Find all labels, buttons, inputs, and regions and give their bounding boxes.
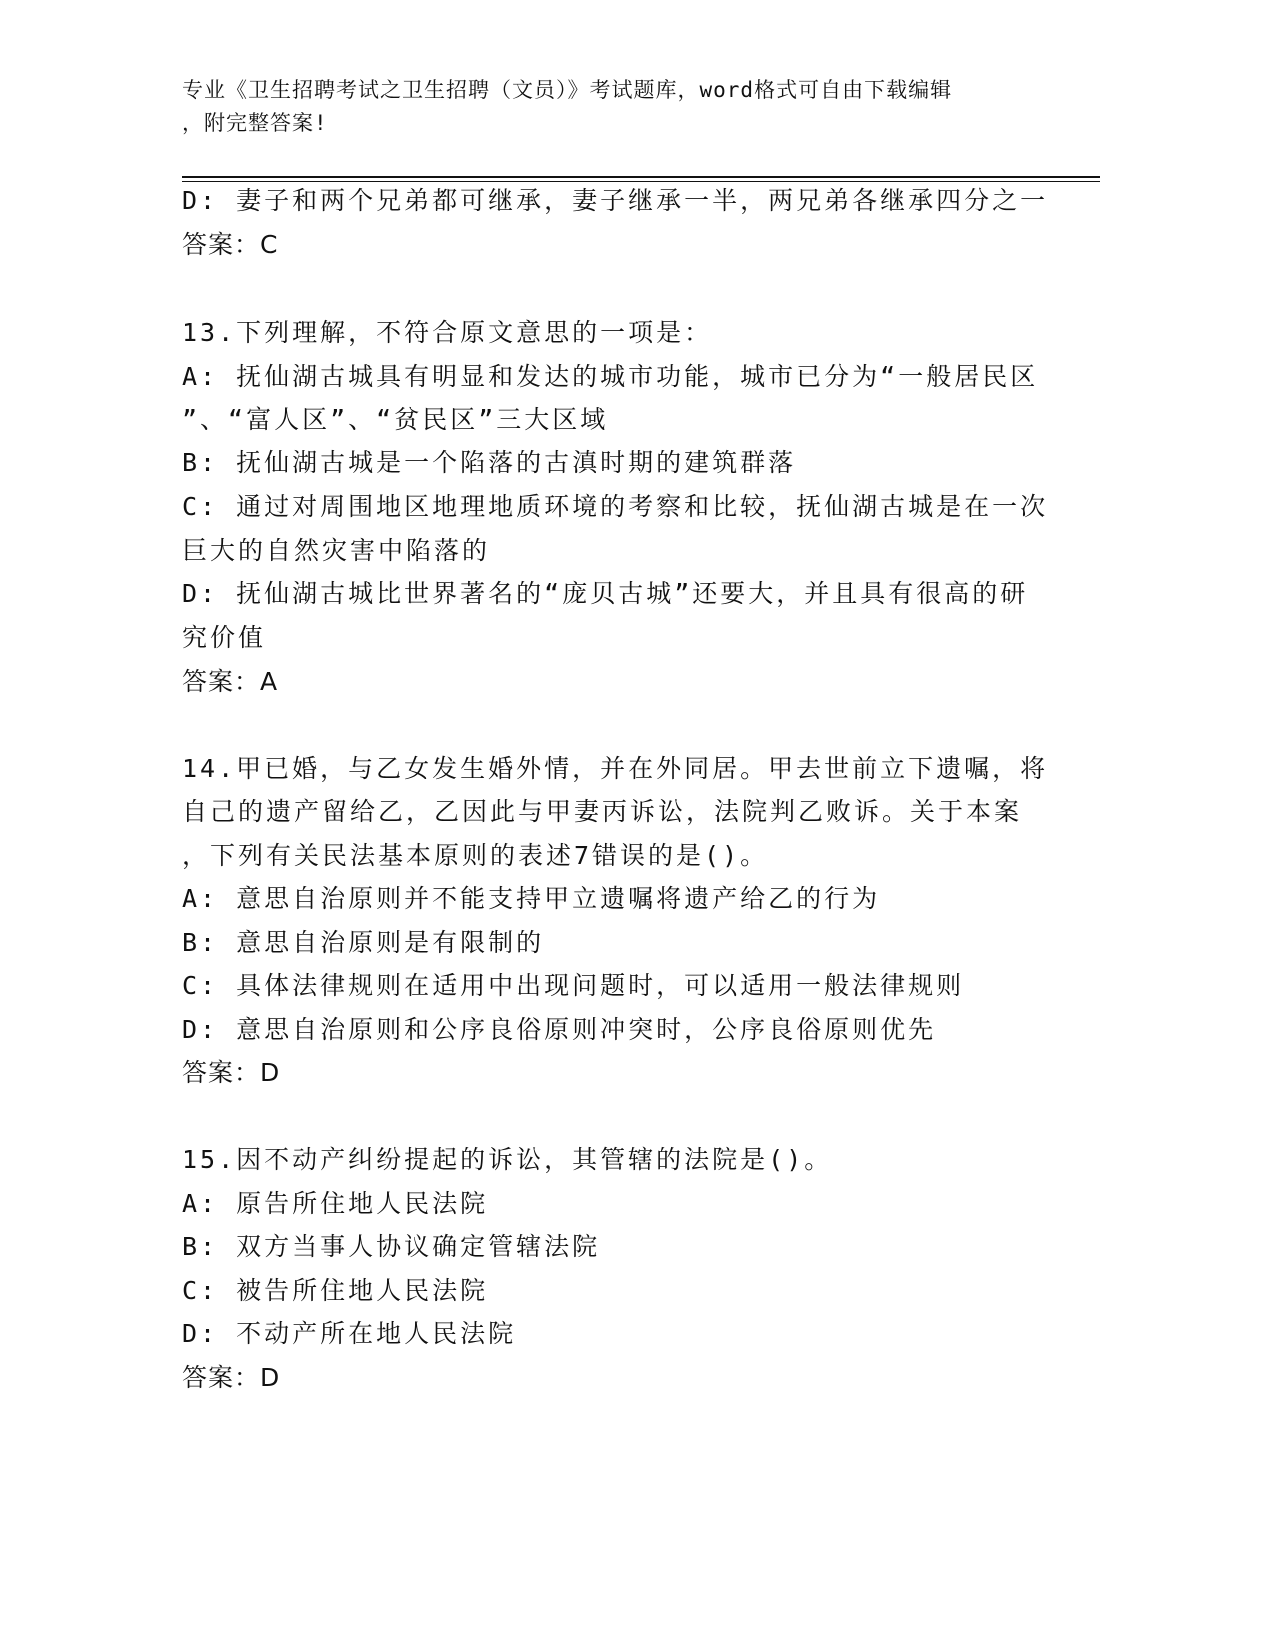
q15-option-a: A: 原告所住地人民法院 <box>182 1189 489 1218</box>
q13-option-d-line2: 究价值 <box>182 623 267 652</box>
q14-answer: 答案：D <box>182 1058 281 1087</box>
q13-stem: 13.下列理解，不符合原文意思的一项是： <box>182 318 713 347</box>
q13-option-a-line2: ”、“富人区”、“贫民区”三大区域 <box>182 405 609 434</box>
q14-stem-line1: 14.甲已婚，与乙女发生婚外情，并在外同居。甲去世前立下遗嘱，将 <box>182 754 1049 783</box>
prev-option-d: D: 妻子和两个兄弟都可继承，妻子继承一半，两兄弟各继承四分之一 <box>182 186 1049 215</box>
q13-option-a-line1: A: 抚仙湖古城具有明显和发达的城市功能，城市已分为“一般居民区 <box>182 362 1039 391</box>
q14-option-a: A: 意思自治原则并不能支持甲立遗嘱将遗产给乙的行为 <box>182 884 881 913</box>
q14-stem-line3: ，下列有关民法基本原则的表述7错误的是()。 <box>182 841 769 870</box>
prev-answer: 答案：C <box>182 230 279 259</box>
header-line-1: 专业《卫生招聘考试之卫生招聘（文员）》考试题库，word格式可自由下载编辑 <box>182 78 953 102</box>
q13-option-d-line1: D: 抚仙湖古城比世界著名的“庞贝古城”还要大，并且具有很高的研 <box>182 579 1029 608</box>
q13-option-c-line2: 巨大的自然灾害中陷落的 <box>182 536 491 565</box>
q13-answer: 答案：A <box>182 667 279 696</box>
q14-option-c: C: 具体法律规则在适用中出现问题时，可以适用一般法律规则 <box>182 971 965 1000</box>
header-divider <box>182 176 1100 178</box>
q13-option-b: B: 抚仙湖古城是一个陷落的古滇时期的建筑群落 <box>182 448 797 477</box>
document-header <box>182 74 1062 140</box>
q15-option-d: D: 不动产所在地人民法院 <box>182 1319 517 1348</box>
q15-option-b: B: 双方当事人协议确定管辖法院 <box>182 1232 601 1261</box>
q15-option-c: C: 被告所住地人民法院 <box>182 1276 489 1305</box>
header-line-2: ，附完整答案! <box>182 111 328 135</box>
q15-stem: 15.因不动产纠纷提起的诉讼，其管辖的法院是()。 <box>182 1145 833 1174</box>
header-divider-thin <box>182 181 1100 182</box>
q14-option-d: D: 意思自治原则和公序良俗原则冲突时，公序良俗原则优先 <box>182 1015 937 1044</box>
q14-stem-line2: 自己的遗产留给乙，乙因此与甲妻丙诉讼，法院判乙败诉。关于本案 <box>182 797 1023 826</box>
q15-answer: 答案：D <box>182 1363 281 1392</box>
q14-option-b: B: 意思自治原则是有限制的 <box>182 928 545 957</box>
q13-option-c-line1: C: 通过对周围地区地理地质环境的考察和比较，抚仙湖古城是在一次 <box>182 492 1049 521</box>
